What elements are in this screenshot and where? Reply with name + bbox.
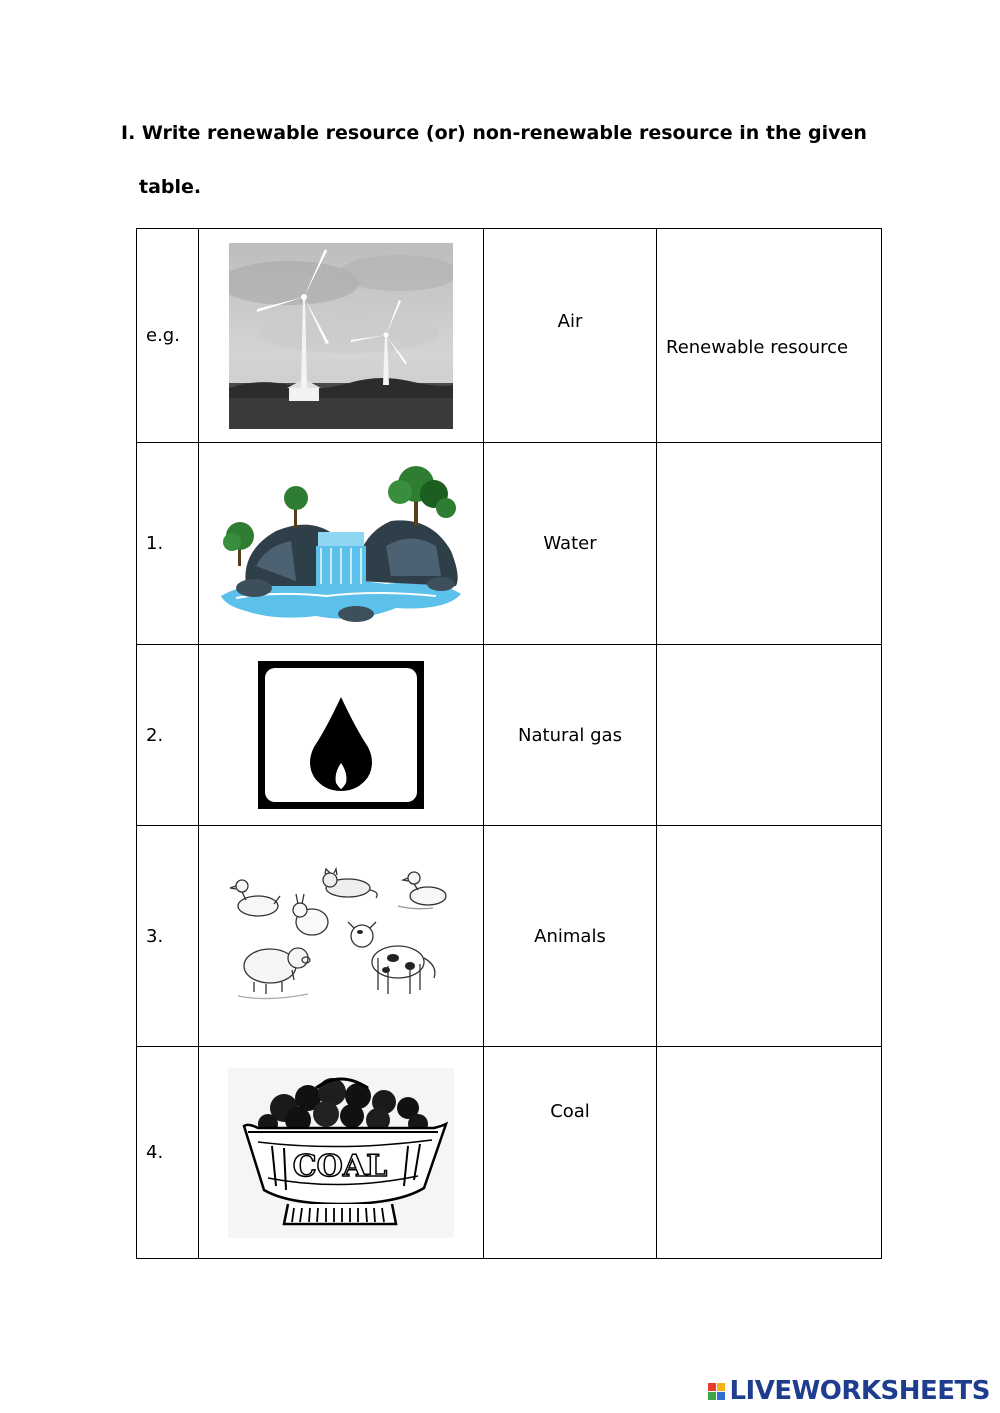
table-row — [137, 229, 882, 443]
instruction-heading-line2: table. — [139, 176, 202, 198]
answer-cell[interactable] — [657, 645, 882, 826]
row-number: e.g. — [137, 229, 199, 443]
coal-bucket-icon — [228, 1068, 454, 1238]
liveworksheets-logo-icon — [708, 1383, 725, 1400]
row-image-cell — [199, 229, 484, 443]
resource-name: Air — [484, 229, 657, 443]
resource-name: Water — [484, 443, 657, 645]
answer-input[interactable] — [666, 532, 885, 555]
row-image-cell — [199, 1047, 484, 1259]
row-image-cell — [199, 443, 484, 645]
row-number: 3. — [137, 826, 199, 1047]
answer-cell — [657, 229, 882, 443]
answer-input[interactable] — [666, 1141, 885, 1164]
row-image-cell — [199, 826, 484, 1047]
table-row — [137, 1047, 882, 1259]
resource-table — [136, 228, 882, 1259]
farm-animals-icon — [228, 866, 454, 1006]
coal-label: COAL — [292, 1148, 388, 1184]
table-row — [137, 645, 882, 826]
brand-watermark — [708, 1376, 990, 1406]
answer-text: Renewable resource — [666, 337, 849, 358]
row-number: 2. — [137, 645, 199, 826]
gas-flame-icon — [256, 659, 426, 811]
table-row — [137, 826, 882, 1047]
answer-cell[interactable] — [657, 826, 882, 1047]
wind-turbines-icon — [229, 243, 453, 429]
resource-name: Natural gas — [484, 645, 657, 826]
answer-cell[interactable] — [657, 1047, 882, 1259]
row-number: 4. — [137, 1047, 199, 1259]
answer-input[interactable] — [666, 925, 885, 948]
row-number: 1. — [137, 443, 199, 645]
answer-input[interactable] — [666, 724, 885, 747]
table-row — [137, 443, 882, 645]
instruction-heading-line1: I. Write renewable resource (or) non-renewable resource in the given — [121, 122, 867, 144]
brand-text: LIVEWORKSHEETS — [729, 1376, 990, 1406]
resource-name: Animals — [484, 826, 657, 1047]
row-image-cell — [199, 645, 484, 826]
resource-name: Coal — [484, 1047, 657, 1259]
answer-cell[interactable] — [657, 443, 882, 645]
waterfall-icon — [216, 456, 466, 631]
